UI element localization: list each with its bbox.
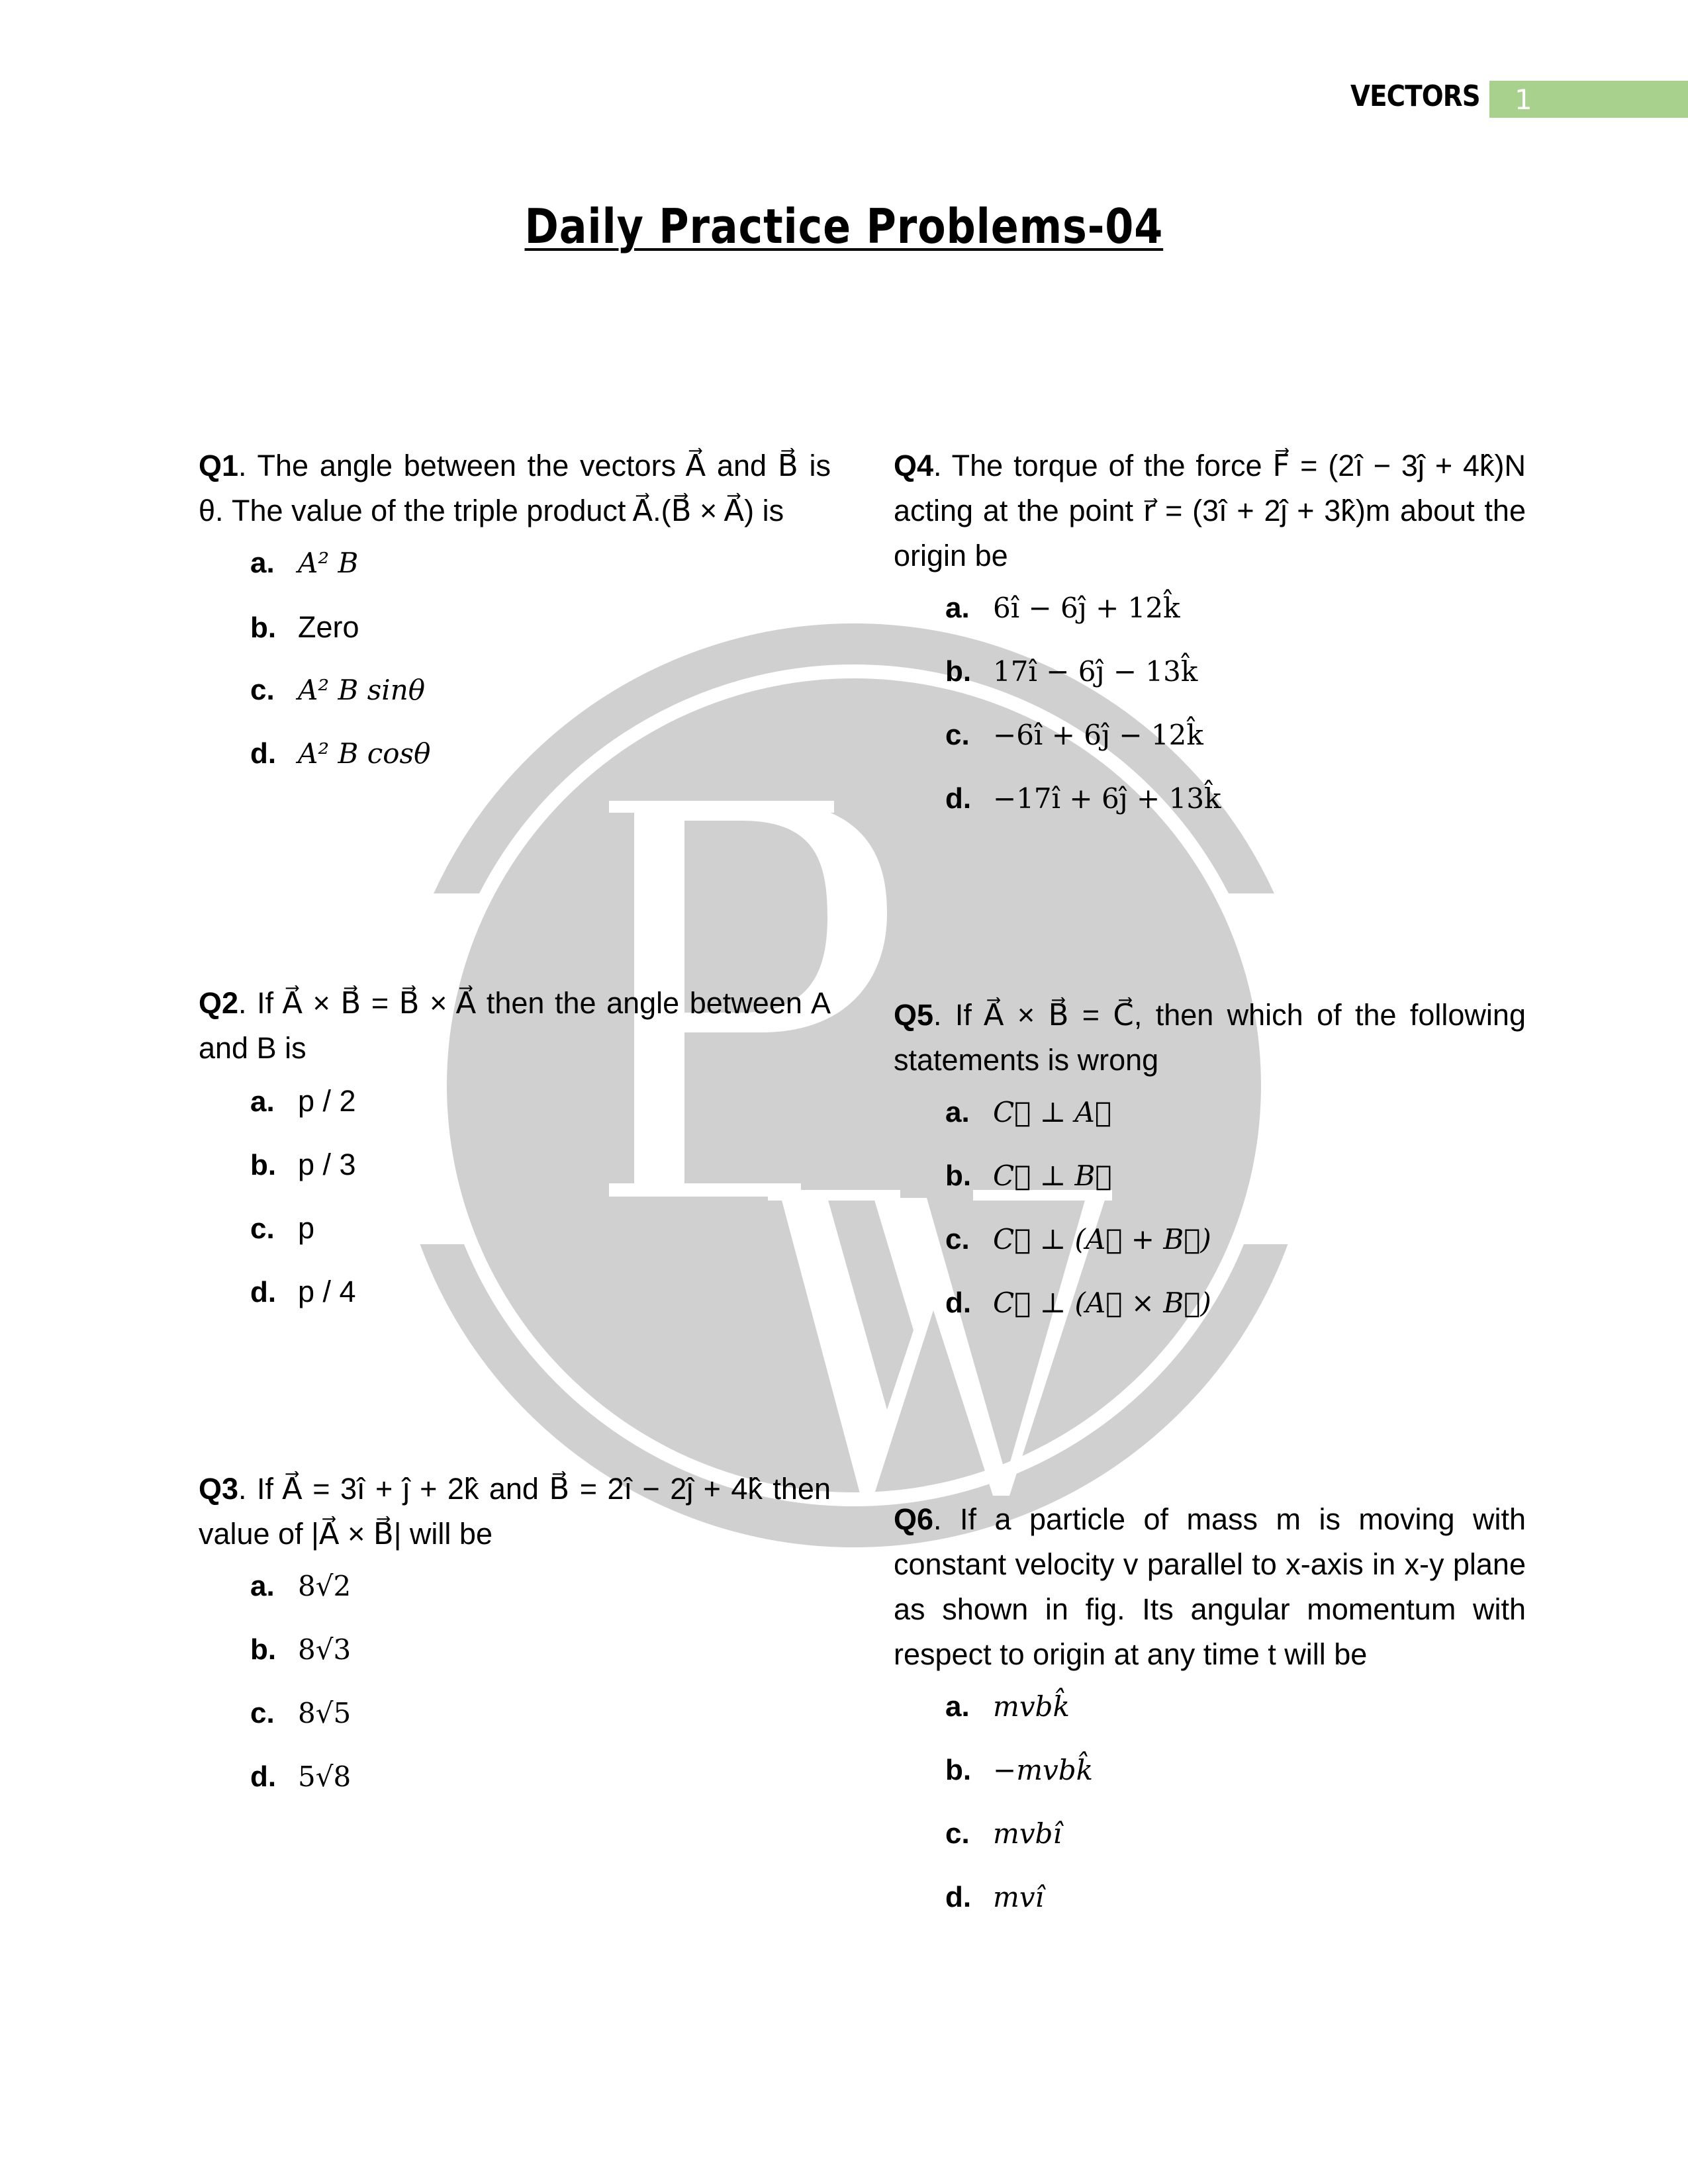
question-4 (894, 443, 1526, 846)
option-label: d. (250, 1276, 277, 1308)
option-value: A² B (298, 547, 359, 579)
option-d[interactable] (945, 782, 1526, 846)
option-a[interactable] (250, 1084, 831, 1148)
question-body: If A⃗ × B⃗ = B⃗ × A⃗ then the angle between A and B is (199, 986, 831, 1065)
option-label: d. (250, 737, 277, 770)
option-value: C⃗ ⊥ (A⃗ + B⃗) (993, 1223, 1211, 1255)
option-label: d. (945, 1287, 972, 1319)
option-value: −mvbk̂ (993, 1754, 1094, 1786)
question-text (199, 443, 831, 533)
option-value: mvbî (993, 1817, 1062, 1850)
option-label: a. (945, 592, 970, 624)
page-number: 1 (1515, 83, 1532, 116)
option-label: c. (945, 1223, 970, 1255)
option-b[interactable] (250, 1633, 831, 1697)
option-value: p (298, 1211, 315, 1245)
option-a[interactable] (250, 1570, 831, 1633)
question-6 (894, 1497, 1526, 1944)
option-value: C⃗ ⊥ (A⃗ × B⃗) (993, 1287, 1211, 1319)
option-d[interactable] (250, 1275, 831, 1338)
option-value: 5√8 (298, 1760, 352, 1793)
option-label: d. (945, 1881, 972, 1913)
option-a[interactable] (945, 1096, 1526, 1160)
option-c[interactable] (945, 1223, 1526, 1287)
option-value: p / 4 (298, 1275, 356, 1308)
option-label: c. (945, 1817, 970, 1850)
option-value: 8√2 (298, 1570, 352, 1602)
option-value: −17î + 6ĵ + 13k̂ (993, 782, 1221, 815)
question-text (199, 981, 831, 1071)
options-list (199, 1084, 831, 1338)
question-text (199, 1467, 831, 1557)
question-1 (199, 443, 831, 801)
question-number: Q1 (199, 449, 239, 482)
option-c[interactable] (250, 674, 831, 737)
question-text (894, 1497, 1526, 1677)
options-list (894, 592, 1526, 846)
option-value: A² B sinθ (298, 674, 426, 706)
option-label: a. (250, 547, 275, 579)
question-separator: . (933, 449, 942, 482)
option-value: 8√5 (298, 1697, 352, 1729)
option-label: a. (250, 1570, 275, 1602)
option-c[interactable] (945, 719, 1526, 782)
option-d[interactable] (945, 1287, 1526, 1350)
option-value: 17î − 6ĵ − 13k̂ (993, 655, 1198, 688)
option-b[interactable] (945, 1754, 1526, 1817)
option-value: −6î + 6ĵ − 12k̂ (993, 719, 1203, 751)
option-b[interactable] (945, 655, 1526, 719)
option-label: c. (250, 1697, 275, 1729)
question-text (894, 443, 1526, 578)
question-body: The torque of the force F⃗ = (2î − 3ĵ + 4k̂)N acting at the point r⃗ = (3î + 2ĵ + 3k̂)m about the origin be (894, 449, 1526, 572)
option-label: a. (945, 1690, 970, 1723)
option-c[interactable] (250, 1697, 831, 1760)
question-body: The angle between the vectors A⃗ and B⃗ is θ. The value of the triple product A⃗.(B⃗ × A⃗) is (199, 449, 831, 527)
option-label: b. (250, 1633, 277, 1666)
option-value: mvbk̂ (993, 1690, 1070, 1723)
option-b[interactable] (945, 1160, 1526, 1223)
option-label: b. (250, 612, 277, 644)
option-label: c. (250, 674, 275, 706)
option-d[interactable] (250, 1760, 831, 1824)
question-separator: . (238, 986, 247, 1020)
option-label: b. (250, 1149, 277, 1181)
question-5 (894, 993, 1526, 1350)
option-label: c. (945, 719, 970, 751)
option-value: 6î − 6ĵ + 12k̂ (993, 592, 1180, 624)
option-value: Zero (298, 610, 359, 644)
option-a[interactable] (945, 1690, 1526, 1754)
option-label: a. (945, 1096, 970, 1128)
question-body: If A⃗ = 3î + ĵ + 2k̂ and B⃗ = 2î − 2ĵ + 4k̂ then value of |A⃗ × B⃗| will be (199, 1472, 831, 1551)
options-list (894, 1690, 1526, 1944)
option-value: p / 2 (298, 1084, 356, 1118)
question-body: If A⃗ × B⃗ = C⃗, then which of the following statements is wrong (894, 998, 1526, 1077)
question-3 (199, 1467, 831, 1824)
option-label: b. (945, 1160, 972, 1192)
question-separator: . (933, 1502, 942, 1536)
option-label: b. (945, 655, 972, 688)
option-b[interactable] (250, 610, 831, 674)
page-title: Daily Practice Problems-04 (524, 199, 1164, 254)
option-label: a. (250, 1085, 275, 1118)
option-value: 8√3 (298, 1633, 352, 1666)
question-number: Q6 (894, 1502, 934, 1536)
question-number: Q4 (894, 449, 934, 482)
question-body: If a particle of mass m is moving with constant velocity v parallel to x-axis in x-y plane as shown in fig. Its angular momentum with respect to origin at any time t will be (894, 1502, 1526, 1671)
question-number: Q2 (199, 986, 239, 1020)
option-label: d. (945, 782, 972, 815)
question-text (894, 993, 1526, 1083)
header-subject: VECTORS (1350, 79, 1480, 113)
question-separator: . (933, 998, 942, 1032)
option-d[interactable] (945, 1881, 1526, 1944)
document-title (0, 199, 1688, 254)
page-number-badge (1489, 81, 1688, 118)
options-list (199, 547, 831, 801)
option-c[interactable] (250, 1211, 831, 1275)
question-separator: . (238, 1472, 247, 1506)
option-c[interactable] (945, 1817, 1526, 1881)
question-2 (199, 981, 831, 1338)
option-value: A² B cosθ (298, 737, 431, 770)
option-value: C⃗ ⊥ A⃗ (993, 1096, 1112, 1128)
question-number: Q5 (894, 998, 934, 1032)
options-list (199, 1570, 831, 1824)
question-number: Q3 (199, 1472, 239, 1506)
option-a[interactable] (250, 547, 831, 610)
option-b[interactable] (250, 1148, 831, 1211)
option-value: mvî (993, 1881, 1044, 1913)
option-d[interactable] (250, 737, 831, 801)
option-label: d. (250, 1760, 277, 1793)
option-a[interactable] (945, 592, 1526, 655)
question-separator: . (238, 449, 247, 482)
option-label: b. (945, 1754, 972, 1786)
option-value: C⃗ ⊥ B⃗ (993, 1160, 1112, 1192)
option-value: p / 3 (298, 1148, 356, 1181)
options-list (894, 1096, 1526, 1350)
option-label: c. (250, 1212, 275, 1245)
